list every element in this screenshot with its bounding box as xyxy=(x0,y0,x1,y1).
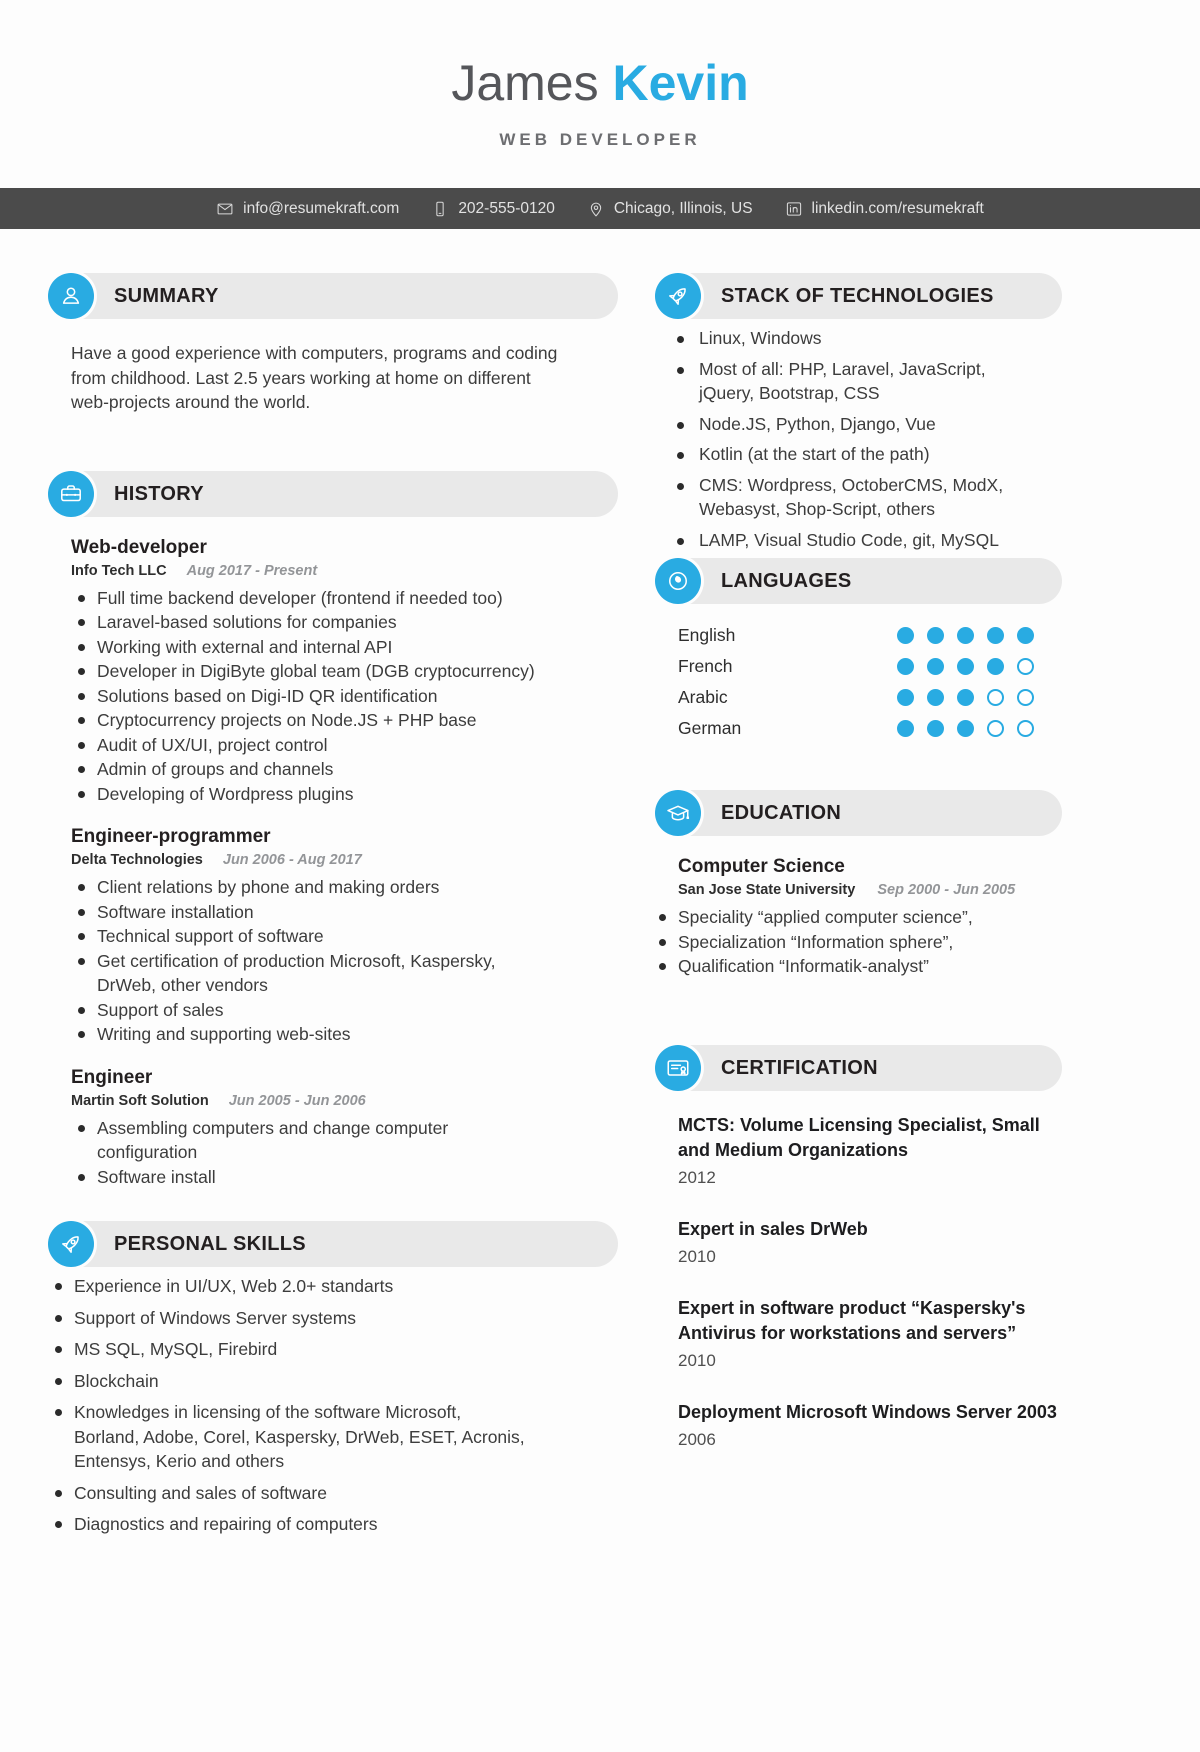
languages-list xyxy=(678,620,1062,744)
rating-dot-filled xyxy=(927,658,944,675)
stack-item: LAMP, Visual Studio Code, git, MySQL xyxy=(655,528,1020,553)
rating-dot-filled xyxy=(1017,627,1034,644)
globe-icon xyxy=(655,558,701,604)
skill-item: Support of Windows Server systems xyxy=(48,1306,528,1331)
certification-year: 2006 xyxy=(678,1429,716,1449)
language-rating xyxy=(897,720,1034,737)
language-row xyxy=(678,620,1062,651)
education-entry xyxy=(678,856,1062,979)
contact-linkedin-text: linkedin.com/resumekraft xyxy=(811,199,984,217)
certification-list xyxy=(678,1113,1062,1450)
section-title: LANGUAGES xyxy=(721,570,852,592)
section-header-languages xyxy=(655,558,1062,604)
envelope-icon xyxy=(216,200,234,218)
job-bullets xyxy=(71,875,618,1047)
language-name: German xyxy=(678,718,742,738)
rating-dot-filled xyxy=(897,689,914,706)
stack-list xyxy=(655,326,1062,552)
job-bullet: Assembling computers and change computer configuration xyxy=(71,1116,541,1165)
rocket-icon xyxy=(48,1221,94,1267)
stack-item: Linux, Windows xyxy=(655,326,1020,351)
rocket-icon xyxy=(655,273,701,319)
stack-item: CMS: Wordpress, OctoberCMS, ModX, Webasyst, Shop-Script, others xyxy=(655,473,1020,522)
contact-email xyxy=(216,200,399,218)
content-columns xyxy=(0,273,1200,1544)
job-entry xyxy=(71,537,618,807)
education-bullet: Qualification “Informatik-analyst” xyxy=(658,954,1058,979)
section-title: PERSONAL SKILLS xyxy=(114,1233,306,1255)
language-name: Arabic xyxy=(678,687,728,707)
job-bullet: Writing and supporting web-sites xyxy=(71,1022,541,1047)
section-title: EDUCATION xyxy=(721,802,842,824)
rating-dot-filled xyxy=(957,720,974,737)
person-icon xyxy=(48,273,94,319)
rating-dot-empty xyxy=(1017,720,1034,737)
language-name: French xyxy=(678,656,733,676)
job-company: Info Tech LLC xyxy=(71,562,167,579)
skill-item: Diagnostics and repairing of computers xyxy=(48,1512,528,1537)
section-header-education xyxy=(655,790,1062,836)
certification-name: Expert in sales DrWeb xyxy=(678,1218,868,1239)
history-jobs xyxy=(48,537,618,1190)
job-title: Engineer xyxy=(71,1066,153,1088)
graduation-cap-icon xyxy=(655,790,701,836)
right-column xyxy=(655,273,1062,1544)
job-meta xyxy=(71,563,618,579)
contact-location xyxy=(587,200,753,218)
language-rating xyxy=(897,627,1034,644)
job-meta xyxy=(71,1093,618,1109)
section-header-personal-skills xyxy=(48,1221,618,1267)
certification-entry xyxy=(678,1400,1062,1450)
job-bullet: Cryptocurrency projects on Node.JS + PHP base xyxy=(71,708,541,733)
rating-dot-empty xyxy=(987,689,1004,706)
rating-dot-filled xyxy=(957,658,974,675)
language-rating xyxy=(897,658,1034,675)
job-title: Engineer-programmer xyxy=(71,826,271,847)
section-header-stack xyxy=(655,273,1062,319)
certification-name: Expert in software product “Kaspersky's Antivirus for workstations and servers” xyxy=(678,1297,1026,1343)
job-bullets xyxy=(71,586,618,807)
rating-dot-filled xyxy=(927,627,944,644)
section-title: SUMMARY xyxy=(114,285,219,307)
job-meta xyxy=(71,852,618,868)
job-bullet: Laravel-based solutions for companies xyxy=(71,610,541,635)
certificate-icon xyxy=(655,1045,701,1091)
section-header-history xyxy=(48,471,618,517)
job-dates: Jun 2005 - Jun 2006 xyxy=(228,1092,366,1109)
rating-dot-empty xyxy=(1017,689,1034,706)
certification-year: 2010 xyxy=(678,1350,716,1370)
map-pin-icon xyxy=(587,200,605,218)
rating-dot-filled xyxy=(987,627,1004,644)
job-bullet: Software install xyxy=(71,1165,541,1190)
skill-item: Blockchain xyxy=(48,1369,528,1394)
certification-name: Deployment Microsoft Windows Server 2003 xyxy=(678,1401,1057,1422)
language-rating xyxy=(897,689,1034,706)
certification-entry xyxy=(678,1217,1062,1267)
job-bullet: Get certification of production Microsoft, Kaspersky, DrWeb, other vendors xyxy=(71,949,541,998)
job-title: Web-developer xyxy=(71,536,207,558)
job-bullet: Client relations by phone and making orders xyxy=(71,875,541,900)
rating-dot-empty xyxy=(987,720,1004,737)
section-header-summary xyxy=(48,273,618,319)
education-degree: Computer Science xyxy=(678,856,845,877)
certification-entry xyxy=(678,1113,1062,1188)
stack-item: Kotlin (at the start of the path) xyxy=(655,442,1020,467)
job-company: Martin Soft Solution xyxy=(71,1092,209,1109)
skill-item: Experience in UI/UX, Web 2.0+ standarts xyxy=(48,1274,528,1299)
rating-dot-filled xyxy=(957,627,974,644)
education-bullets xyxy=(658,905,1062,979)
contact-phone xyxy=(431,200,555,218)
education-bullet: Specialization “Information sphere”, xyxy=(658,930,1058,955)
contact-linkedin xyxy=(785,200,984,218)
certification-name: MCTS: Volume Licensing Specialist, Small and Medium Organizations xyxy=(678,1114,1040,1160)
education-school: San Jose State University xyxy=(678,882,856,898)
education-meta xyxy=(678,882,1062,898)
rating-dot-filled xyxy=(987,658,1004,675)
language-row xyxy=(678,651,1062,682)
contact-location-text: Chicago, Illinois, US xyxy=(613,199,753,217)
job-entry xyxy=(71,1067,618,1190)
last-name: Kevin xyxy=(612,55,749,111)
linkedin-icon xyxy=(785,200,803,218)
rating-dot-filled xyxy=(927,720,944,737)
job-role-subtitle: WEB DEVELOPER xyxy=(499,130,701,149)
stack-item: Node.JS, Python, Django, Vue xyxy=(655,412,1020,437)
job-bullet: Solutions based on Digi-ID QR identification xyxy=(71,684,541,709)
job-bullet: Technical support of software xyxy=(71,924,541,949)
language-row xyxy=(678,713,1062,744)
summary-text: Have a good experience with computers, programs and coding from childhood. Last 2.5 years working at home on different web-projects around the world. xyxy=(71,343,558,412)
education-bullet: Speciality “applied computer science”, xyxy=(658,905,1058,930)
section-title: CERTIFICATION xyxy=(721,1056,878,1079)
rating-dot-filled xyxy=(897,627,914,644)
contact-phone-text: 202-555-0120 xyxy=(458,199,555,217)
stack-item: Most of all: PHP, Laravel, JavaScript, jQuery, Bootstrap, CSS xyxy=(655,357,1020,406)
section-title: HISTORY xyxy=(114,482,204,505)
education-dates: Sep 2000 - Jun 2005 xyxy=(877,882,1016,898)
language-name: English xyxy=(678,625,736,645)
phone-icon xyxy=(431,200,449,218)
skill-item: Knowledges in licensing of the software Microsoft, Borland, Adobe, Corel, Kaspersky, DrWeb, ESET, Acronis, Entensys, Kerio and others xyxy=(48,1400,528,1474)
rating-dot-filled xyxy=(957,689,974,706)
language-row xyxy=(678,682,1062,713)
certification-year: 2010 xyxy=(678,1246,716,1266)
job-bullets xyxy=(71,1116,618,1190)
certification-year: 2012 xyxy=(678,1167,716,1187)
job-entry xyxy=(71,826,618,1047)
rating-dot-filled xyxy=(897,658,914,675)
rating-dot-filled xyxy=(927,689,944,706)
left-column xyxy=(48,273,618,1544)
section-title: STACK OF TECHNOLOGIES xyxy=(721,285,994,307)
contact-email-text: info@resumekraft.com xyxy=(243,199,400,217)
job-bullet: Working with external and internal API xyxy=(71,635,541,660)
section-header-certification xyxy=(655,1045,1062,1091)
job-bullet: Support of sales xyxy=(71,998,541,1023)
rating-dot-empty xyxy=(1017,658,1034,675)
rating-dot-filled xyxy=(897,720,914,737)
contact-bar xyxy=(0,188,1200,229)
personal-skills-list xyxy=(48,1274,618,1537)
page-title xyxy=(0,54,1200,112)
certification-entry xyxy=(678,1296,1062,1371)
job-company: Delta Technologies xyxy=(71,852,203,868)
skill-item: Consulting and sales of software xyxy=(48,1481,528,1506)
job-bullet: Developing of Wordpress plugins xyxy=(71,782,541,807)
job-dates: Aug 2017 - Present xyxy=(186,562,318,579)
job-bullet: Software installation xyxy=(71,900,541,925)
job-bullet: Admin of groups and channels xyxy=(71,757,541,782)
job-dates: Jun 2006 - Aug 2017 xyxy=(222,852,362,868)
skill-item: MS SQL, MySQL, Firebird xyxy=(48,1337,528,1362)
first-name: James xyxy=(451,55,599,111)
briefcase-icon xyxy=(48,471,94,517)
job-bullet: Audit of UX/UI, project control xyxy=(71,733,541,758)
job-bullet: Full time backend developer (frontend if needed too) xyxy=(71,586,541,611)
job-bullet: Developer in DigiByte global team (DGB cryptocurrency) xyxy=(71,659,541,684)
